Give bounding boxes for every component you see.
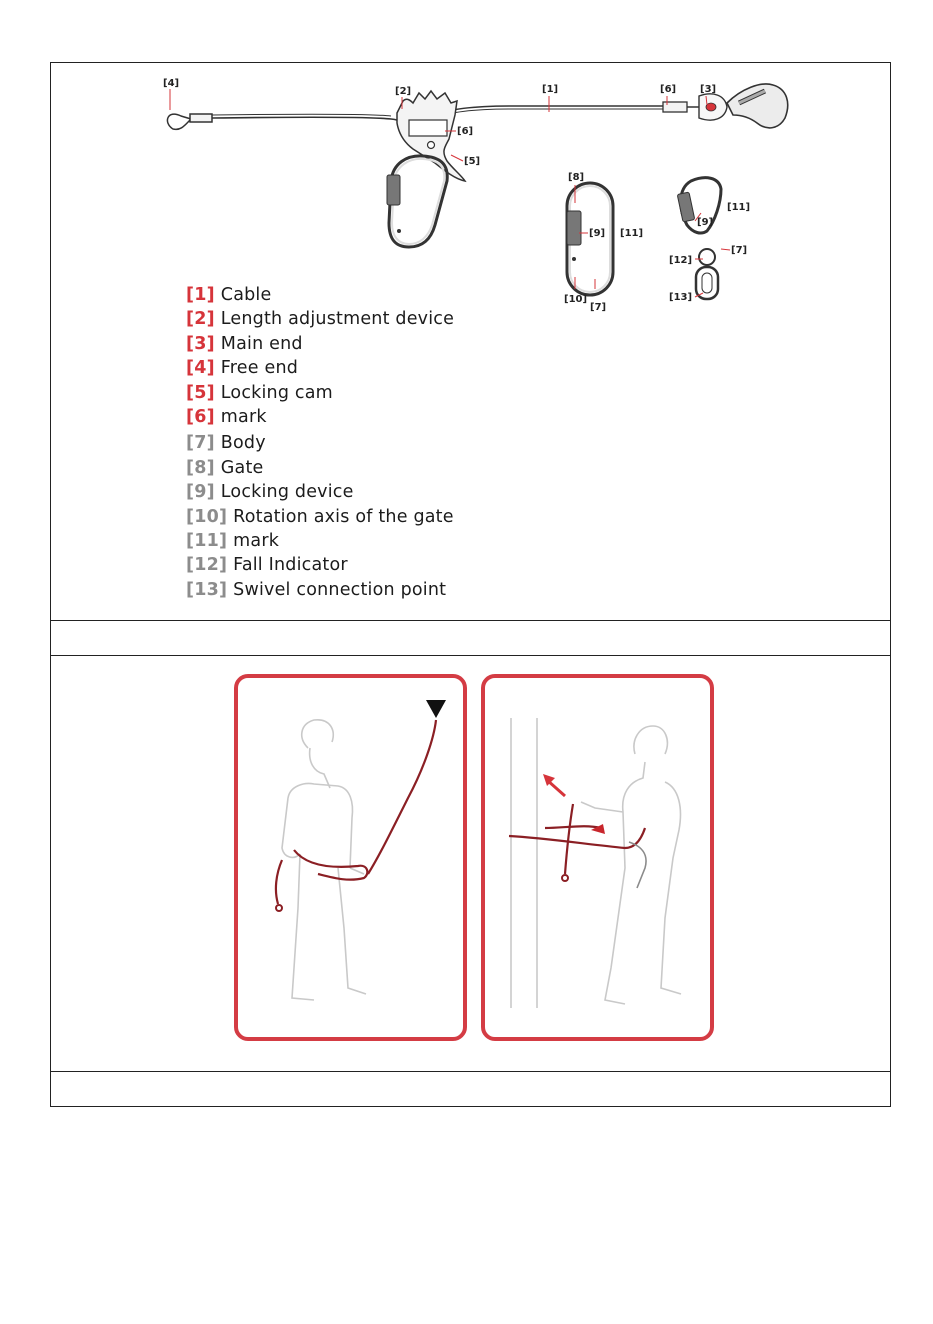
legend-item: [13] Swivel connection point xyxy=(186,579,447,600)
legend-item: [10] Rotation axis of the gate xyxy=(186,506,454,527)
callout-label: [4] xyxy=(163,78,180,89)
oval-carabiner xyxy=(567,183,613,295)
main-end-carabiner xyxy=(727,84,788,128)
callout-label: [11] xyxy=(727,202,751,213)
worker-pole-figure xyxy=(485,678,710,1037)
callout-label: [6] xyxy=(457,126,474,137)
document-table xyxy=(50,62,891,1107)
legend-item: [2] Length adjustment device xyxy=(186,309,455,330)
callout-label: [10] xyxy=(564,294,588,305)
legend-item: [4] Free end xyxy=(186,358,299,379)
legend-item: [5] Locking cam xyxy=(186,382,333,403)
callout-label: [13] xyxy=(669,292,693,303)
cable xyxy=(212,114,391,116)
legend-item: [3] Main end xyxy=(186,333,303,354)
table-divider xyxy=(51,1071,890,1072)
free-end-thimble xyxy=(167,114,212,129)
legend-item: [1] Cable xyxy=(186,285,272,305)
callout-label: [9] xyxy=(697,217,714,228)
callout-label: [7] xyxy=(590,302,607,313)
component-legend xyxy=(186,283,454,602)
callout-label: [9] xyxy=(589,228,606,239)
legend-item: [8] Gate xyxy=(186,457,264,478)
swivel-carabiner xyxy=(677,178,721,299)
callout-label: [11] xyxy=(620,228,644,239)
lanyard-diagram xyxy=(51,63,890,313)
table-divider xyxy=(51,620,890,621)
legend-item: [9] Locking device xyxy=(186,482,354,503)
callout-label: [6] xyxy=(660,84,677,95)
legend-item: [11] mark xyxy=(186,531,280,552)
cable xyxy=(212,117,405,126)
callout-label: [2] xyxy=(395,86,412,97)
callout-label: [7] xyxy=(731,245,748,256)
callout-label: [12] xyxy=(669,255,693,266)
table-divider xyxy=(51,655,890,656)
legend-item: [6] mark xyxy=(186,407,267,428)
callout-label: [3] xyxy=(700,84,717,95)
callout-label: [8] xyxy=(568,172,585,183)
legend-item: [12] Fall Indicator xyxy=(186,555,348,576)
callout-label: [1] xyxy=(542,84,559,95)
connector-carabiner xyxy=(387,156,447,247)
worker-overhead-anchor-figure xyxy=(238,678,463,1037)
illustration-overhead-anchor xyxy=(234,674,467,1041)
legend-item: [7] Body xyxy=(186,433,266,454)
callout-label: [5] xyxy=(464,156,481,167)
illustration-pole-position xyxy=(481,674,714,1041)
